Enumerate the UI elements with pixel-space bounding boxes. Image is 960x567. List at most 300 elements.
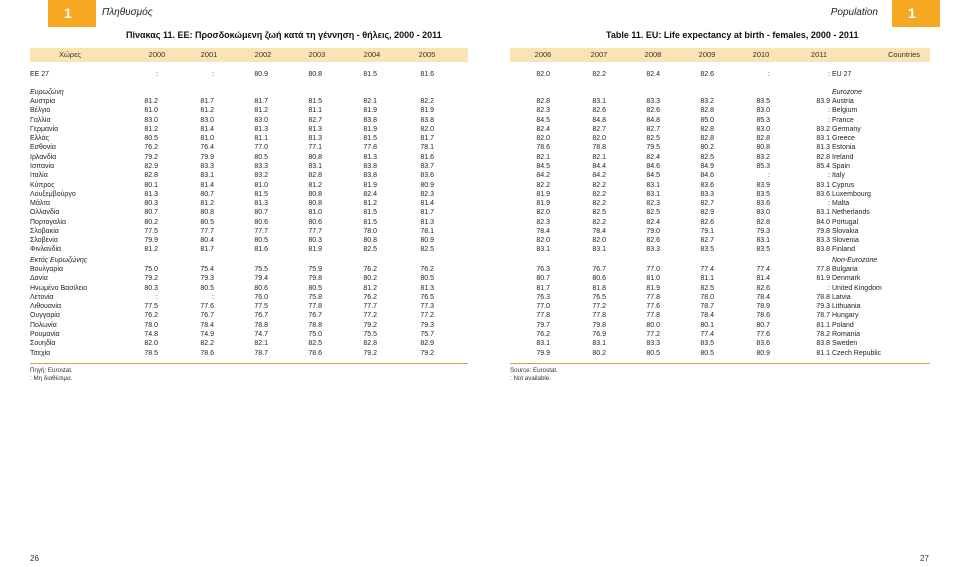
value-cell: 78.8 xyxy=(592,144,606,152)
value-cell: 82.9 xyxy=(144,162,158,170)
value-cell: 82.9 xyxy=(420,340,434,348)
table-row xyxy=(480,321,960,330)
value-cell: 81.9 xyxy=(420,107,434,115)
table-row xyxy=(0,134,480,143)
value-cell: 81.7 xyxy=(200,246,214,254)
value-cell: 83.1 xyxy=(592,98,606,105)
value-cell: 83.8 xyxy=(816,340,830,348)
value-cell: 82.2 xyxy=(592,200,606,208)
value-cell: 74.9 xyxy=(200,330,214,338)
value-cell: 77.3 xyxy=(420,303,434,311)
value-cell: 85.3 xyxy=(756,162,770,170)
value-cell: 82.2 xyxy=(592,190,606,198)
country-label: United Kingdom xyxy=(832,284,882,292)
value-cell: 79.9 xyxy=(144,237,158,245)
value-cell: 77.0 xyxy=(646,266,660,273)
header-cell: 2008 xyxy=(644,50,662,59)
value-cell: 83.3 xyxy=(816,237,830,245)
table-row xyxy=(0,321,480,330)
value-cell: 75.9 xyxy=(308,266,322,273)
country-label: Bulgaria xyxy=(832,266,858,273)
group-heading xyxy=(480,256,960,265)
footnote-source: Πηγή: Eurostat. xyxy=(30,367,73,374)
value-cell: 80.7 xyxy=(254,209,268,217)
value-cell: 81.2 xyxy=(363,200,377,208)
value-cell: 76.2 xyxy=(144,144,158,152)
value-cell: 81.8 xyxy=(592,284,606,292)
table-bottom-rule xyxy=(510,363,930,364)
value-cell: 81.2 xyxy=(144,98,158,105)
value-cell: 83.0 xyxy=(756,107,770,115)
country-label: EU 27 xyxy=(832,71,852,78)
value-cell: 74.8 xyxy=(144,330,158,338)
value-cell: 84.0 xyxy=(816,218,830,226)
country-label: Spain xyxy=(832,162,850,170)
value-cell: 81.4 xyxy=(200,181,214,189)
value-cell: 82.2 xyxy=(420,98,434,105)
group-label: Eurozone xyxy=(832,89,862,96)
value-cell: 81.9 xyxy=(646,284,660,292)
value-cell: 81.0 xyxy=(646,275,660,283)
value-cell: 78.1 xyxy=(420,144,434,152)
value-cell: 82.3 xyxy=(646,200,660,208)
value-cell: 77.2 xyxy=(363,312,377,320)
table-row xyxy=(0,162,480,171)
group-label: Ευρωζώνη xyxy=(30,89,64,96)
table-row xyxy=(0,181,480,190)
value-cell: 81.9 xyxy=(363,107,377,115)
table-row xyxy=(480,227,960,236)
value-cell: 79.3 xyxy=(816,303,830,311)
section-title: Πληθυσμός xyxy=(102,7,153,18)
value-cell: 80.5 xyxy=(700,349,714,357)
table-row xyxy=(480,218,960,227)
value-cell: 83.1 xyxy=(816,135,830,143)
header-cell: 2010 xyxy=(752,50,770,59)
value-cell: 85.0 xyxy=(700,116,714,124)
value-cell: 77.8 xyxy=(536,312,550,320)
value-cell: 80.3 xyxy=(144,200,158,208)
value-cell: 79.7 xyxy=(536,321,550,329)
section-title: Population xyxy=(830,7,878,18)
value-cell: 81.3 xyxy=(254,200,268,208)
table-row xyxy=(480,265,960,274)
group-heading xyxy=(480,88,960,97)
value-cell: 84.2 xyxy=(536,172,550,180)
value-cell: 80.6 xyxy=(254,218,268,226)
table-row xyxy=(0,218,480,227)
value-cell: 76.7 xyxy=(308,312,322,320)
footnotes xyxy=(30,367,73,383)
value-cell: 82.2 xyxy=(200,340,214,348)
value-cell: 83.0 xyxy=(144,116,158,124)
value-cell: 80.5 xyxy=(420,275,434,283)
value-cell: 76.2 xyxy=(420,266,434,273)
country-label: Finland xyxy=(832,246,855,254)
footnote-na: : Not available. xyxy=(510,375,551,382)
value-cell: 80.8 xyxy=(200,209,214,217)
value-cell: 83.0 xyxy=(756,125,770,133)
value-cell: : xyxy=(828,71,830,78)
value-cell: 81.0 xyxy=(200,135,214,143)
value-cell: 82.8 xyxy=(756,218,770,226)
value-cell: 77.0 xyxy=(254,144,268,152)
value-cell: 83.3 xyxy=(646,246,660,254)
value-cell: 83.1 xyxy=(592,246,606,254)
value-cell: : xyxy=(828,107,830,115)
value-cell: : xyxy=(768,172,770,180)
value-cell: 81.2 xyxy=(200,107,214,115)
value-cell: 79.9 xyxy=(200,153,214,161)
value-cell: 78.4 xyxy=(200,321,214,329)
table-row xyxy=(0,349,480,358)
table-row xyxy=(480,190,960,199)
table-row xyxy=(0,190,480,199)
country-label: Netherlands xyxy=(832,209,870,217)
value-cell: 77.5 xyxy=(254,303,268,311)
value-cell: 78.7 xyxy=(700,303,714,311)
value-cell: 78.8 xyxy=(254,321,268,329)
value-cell: 81.9 xyxy=(308,246,322,254)
table-row xyxy=(480,106,960,115)
value-cell: 77.6 xyxy=(200,303,214,311)
header-cell: 2000 xyxy=(148,50,166,59)
value-cell: 80.5 xyxy=(254,153,268,161)
value-cell: 77.8 xyxy=(363,144,377,152)
value-cell: 76.7 xyxy=(200,312,214,320)
value-cell: 83.2 xyxy=(700,98,714,105)
value-cell: 80.8 xyxy=(363,237,377,245)
country-label: Σλοβενία xyxy=(30,237,58,245)
value-cell: 77.7 xyxy=(308,227,322,235)
country-label: Ιταλία xyxy=(30,172,48,180)
table-row xyxy=(0,70,480,79)
country-label: Ρουμανία xyxy=(30,330,60,338)
country-label: Austria xyxy=(832,98,854,105)
value-cell: 78.0 xyxy=(700,293,714,301)
value-cell: 79.3 xyxy=(756,227,770,235)
value-cell: 81.7 xyxy=(420,209,434,217)
group-label: Εκτός Ευρωζώνης xyxy=(30,257,88,264)
value-cell: 77.2 xyxy=(420,312,434,320)
value-cell: 84.5 xyxy=(536,162,550,170)
value-cell: 76.4 xyxy=(200,144,214,152)
value-cell: 76.7 xyxy=(254,312,268,320)
value-cell: 83.5 xyxy=(700,340,714,348)
value-cell: 75.5 xyxy=(254,266,268,273)
value-cell: 82.0 xyxy=(144,340,158,348)
page-number: 26 xyxy=(30,554,39,563)
value-cell: 81.9 xyxy=(363,181,377,189)
footnote-source: Source: Eurostat. xyxy=(510,367,558,374)
value-cell: 81.4 xyxy=(200,125,214,133)
table-row xyxy=(0,311,480,320)
value-cell: 81.7 xyxy=(254,98,268,105)
table-title: Table 11. EU: Life expectancy at birth - females, 2000 - 2011 xyxy=(606,30,859,40)
country-label: Λουξεμβούργο xyxy=(30,190,76,198)
value-cell: 82.5 xyxy=(700,153,714,161)
value-cell: 80.7 xyxy=(756,321,770,329)
value-cell: 81.3 xyxy=(816,144,830,152)
value-cell: 77.4 xyxy=(756,266,770,273)
value-cell: : xyxy=(212,71,214,78)
value-cell: 84.5 xyxy=(536,116,550,124)
group-label: Non-Eurozone xyxy=(832,257,878,264)
country-label: Ιρλανδία xyxy=(30,153,57,161)
table-row xyxy=(0,116,480,125)
value-cell: 80.8 xyxy=(308,71,322,78)
value-cell: 83.6 xyxy=(816,190,830,198)
value-cell: 83.0 xyxy=(756,209,770,217)
value-cell: 82.0 xyxy=(536,71,550,78)
value-cell: 81.9 xyxy=(536,190,550,198)
country-label: Slovenia xyxy=(832,237,859,245)
country-label: Εσθονία xyxy=(30,144,56,152)
value-cell: 77.7 xyxy=(200,227,214,235)
value-cell: 81.2 xyxy=(308,181,322,189)
value-cell: 81.5 xyxy=(254,190,268,198)
value-cell: 82.5 xyxy=(363,246,377,254)
value-cell: 81.1 xyxy=(254,135,268,143)
table-row xyxy=(480,274,960,283)
value-cell: 81.4 xyxy=(420,200,434,208)
value-cell: 81.1 xyxy=(700,275,714,283)
value-cell: 79.5 xyxy=(646,144,660,152)
value-cell: 76.9 xyxy=(592,330,606,338)
value-cell: 79.0 xyxy=(646,227,660,235)
value-cell: 79.3 xyxy=(200,275,214,283)
value-cell: 76.5 xyxy=(420,293,434,301)
value-cell: 79.8 xyxy=(308,275,322,283)
value-cell: 83.3 xyxy=(646,340,660,348)
value-cell: 77.5 xyxy=(144,303,158,311)
country-label: Σλοβακία xyxy=(30,227,59,235)
value-cell: 80.3 xyxy=(144,284,158,292)
value-cell: 83.1 xyxy=(816,181,830,189)
country-label: Estonia xyxy=(832,144,856,152)
country-label: Poland xyxy=(832,321,854,329)
page-number: 27 xyxy=(920,554,929,563)
value-cell: 76.2 xyxy=(363,266,377,273)
value-cell: 82.4 xyxy=(536,125,550,133)
value-cell: 82.3 xyxy=(536,218,550,226)
value-cell: 80.8 xyxy=(308,200,322,208)
value-cell: 82.0 xyxy=(592,135,606,143)
value-cell: 82.2 xyxy=(592,218,606,226)
table-row xyxy=(0,236,480,245)
value-cell: 76.2 xyxy=(144,312,158,320)
table-header xyxy=(510,48,930,62)
value-cell: 79.1 xyxy=(700,227,714,235)
value-cell: 80.2 xyxy=(700,144,714,152)
table-row xyxy=(0,245,480,254)
value-cell: 83.6 xyxy=(700,181,714,189)
value-cell: 80.9 xyxy=(254,71,268,78)
value-cell: 84.6 xyxy=(700,172,714,180)
value-cell: 81.3 xyxy=(308,135,322,143)
value-cell: 81.5 xyxy=(308,98,322,105)
value-cell: 83.2 xyxy=(254,172,268,180)
country-label: Βουλγαρία xyxy=(30,266,64,273)
value-cell: 85.4 xyxy=(816,162,830,170)
table-row xyxy=(480,311,960,320)
value-cell: 78.2 xyxy=(816,330,830,338)
value-cell: 83.6 xyxy=(756,200,770,208)
country-label: Ολλανδία xyxy=(30,209,60,217)
table-row xyxy=(480,181,960,190)
country-label: Hungary xyxy=(832,312,859,320)
value-cell: 81.7 xyxy=(420,135,434,143)
value-cell: 83.2 xyxy=(816,125,830,133)
group-heading xyxy=(0,88,480,97)
table-row xyxy=(480,245,960,254)
value-cell: 82.3 xyxy=(536,107,550,115)
value-cell: 80.9 xyxy=(420,237,434,245)
value-cell: 78.6 xyxy=(536,144,550,152)
value-cell: 78.8 xyxy=(308,321,322,329)
value-cell: 83.8 xyxy=(363,172,377,180)
value-cell: 82.5 xyxy=(592,209,606,217)
country-label: Βέλγιο xyxy=(30,107,51,115)
value-cell: 82.8 xyxy=(363,340,377,348)
value-cell: 82.6 xyxy=(700,218,714,226)
country-label: Portugal xyxy=(832,218,859,226)
country-label: Δανία xyxy=(30,275,48,283)
value-cell: 82.8 xyxy=(700,125,714,133)
value-cell: 84.8 xyxy=(646,116,660,124)
value-cell: 75.7 xyxy=(420,330,434,338)
chapter-badge: 1 xyxy=(48,0,96,27)
value-cell: 82.0 xyxy=(592,237,606,245)
table-row xyxy=(480,143,960,152)
value-cell: 77.8 xyxy=(592,312,606,320)
value-cell: 77.7 xyxy=(363,303,377,311)
value-cell: 78.4 xyxy=(700,312,714,320)
value-cell: 79.8 xyxy=(592,321,606,329)
value-cell: 77.4 xyxy=(700,266,714,273)
value-cell: 80.9 xyxy=(420,181,434,189)
value-cell: 82.0 xyxy=(536,209,550,217)
value-cell: 83.3 xyxy=(646,98,660,105)
value-cell: 83.1 xyxy=(646,190,660,198)
value-cell: 80.5 xyxy=(200,284,214,292)
value-cell: 82.8 xyxy=(816,153,830,161)
country-label: Ηνωμένο Βασίλειο xyxy=(30,284,88,292)
table-row xyxy=(480,134,960,143)
value-cell: 80.7 xyxy=(536,275,550,283)
value-cell: 77.8 xyxy=(308,303,322,311)
value-cell: 76.3 xyxy=(536,266,550,273)
value-cell: 76.2 xyxy=(363,293,377,301)
value-cell: 83.9 xyxy=(816,98,830,105)
value-cell: : xyxy=(828,284,830,292)
table-bottom-rule xyxy=(30,363,468,364)
country-label: Αυστρία xyxy=(30,98,56,105)
value-cell: 78.4 xyxy=(536,227,550,235)
value-cell: 78.6 xyxy=(756,312,770,320)
value-cell: 82.6 xyxy=(646,237,660,245)
value-cell: 80.2 xyxy=(592,349,606,357)
country-label: Ireland xyxy=(832,153,854,161)
value-cell: 75.8 xyxy=(308,293,322,301)
value-cell: 78.7 xyxy=(816,312,830,320)
table-row xyxy=(0,125,480,134)
value-cell: 83.3 xyxy=(200,162,214,170)
value-cell: 81.9 xyxy=(363,125,377,133)
value-cell: 80.5 xyxy=(200,218,214,226)
value-cell: : xyxy=(156,71,158,78)
value-cell: 81.0 xyxy=(308,209,322,217)
value-cell: 83.1 xyxy=(592,340,606,348)
value-cell: 83.5 xyxy=(756,98,770,105)
country-label: Ισπανία xyxy=(30,162,55,170)
value-cell: 81.2 xyxy=(144,246,158,254)
value-cell: 75.4 xyxy=(200,266,214,273)
value-cell: 81.5 xyxy=(363,71,377,78)
value-cell: 80.7 xyxy=(144,209,158,217)
value-cell: 83.8 xyxy=(363,116,377,124)
value-cell: 81.3 xyxy=(420,218,434,226)
value-cell: 77.2 xyxy=(646,330,660,338)
table-header xyxy=(30,48,468,62)
value-cell: 81.3 xyxy=(363,153,377,161)
value-cell: 81.2 xyxy=(254,107,268,115)
value-cell: 80.6 xyxy=(254,284,268,292)
value-cell: 80.9 xyxy=(756,349,770,357)
value-cell: 77.4 xyxy=(700,330,714,338)
table-row xyxy=(0,153,480,162)
country-label: Italy xyxy=(832,172,845,180)
value-cell: 82.7 xyxy=(700,200,714,208)
chapter-badge: 1 xyxy=(892,0,940,27)
value-cell: 79.4 xyxy=(254,275,268,283)
value-cell: 83.1 xyxy=(308,162,322,170)
value-cell: 82.8 xyxy=(756,135,770,143)
value-cell: 80.3 xyxy=(308,237,322,245)
value-cell: 83.1 xyxy=(816,209,830,217)
country-label: Luxembourg xyxy=(832,190,871,198)
country-label: Γερμανία xyxy=(30,125,59,133)
value-cell: 82.5 xyxy=(646,209,660,217)
value-cell: 79.2 xyxy=(144,275,158,283)
value-cell: 82.3 xyxy=(420,190,434,198)
value-cell: : xyxy=(828,116,830,124)
value-cell: 79.2 xyxy=(420,349,434,357)
table-row xyxy=(480,70,960,79)
value-cell: 80.8 xyxy=(756,144,770,152)
value-cell: 78.6 xyxy=(308,349,322,357)
value-cell: 78.0 xyxy=(363,227,377,235)
value-cell: 77.6 xyxy=(646,303,660,311)
country-label: Slovakia xyxy=(832,227,859,235)
table-row xyxy=(0,265,480,274)
value-cell: 80.8 xyxy=(308,153,322,161)
value-cell: 80.6 xyxy=(592,275,606,283)
country-label: Cyprus xyxy=(832,181,855,189)
table-row xyxy=(480,125,960,134)
table-row xyxy=(480,162,960,171)
table-row xyxy=(480,293,960,302)
value-cell: 84.4 xyxy=(592,162,606,170)
table-row xyxy=(480,236,960,245)
value-cell: 82.0 xyxy=(420,125,434,133)
table-row xyxy=(0,284,480,293)
value-cell: 82.9 xyxy=(700,209,714,217)
value-cell: 77.5 xyxy=(144,227,158,235)
country-label: Φινλανδία xyxy=(30,246,62,254)
table-row xyxy=(0,227,480,236)
value-cell: 81.2 xyxy=(363,284,377,292)
